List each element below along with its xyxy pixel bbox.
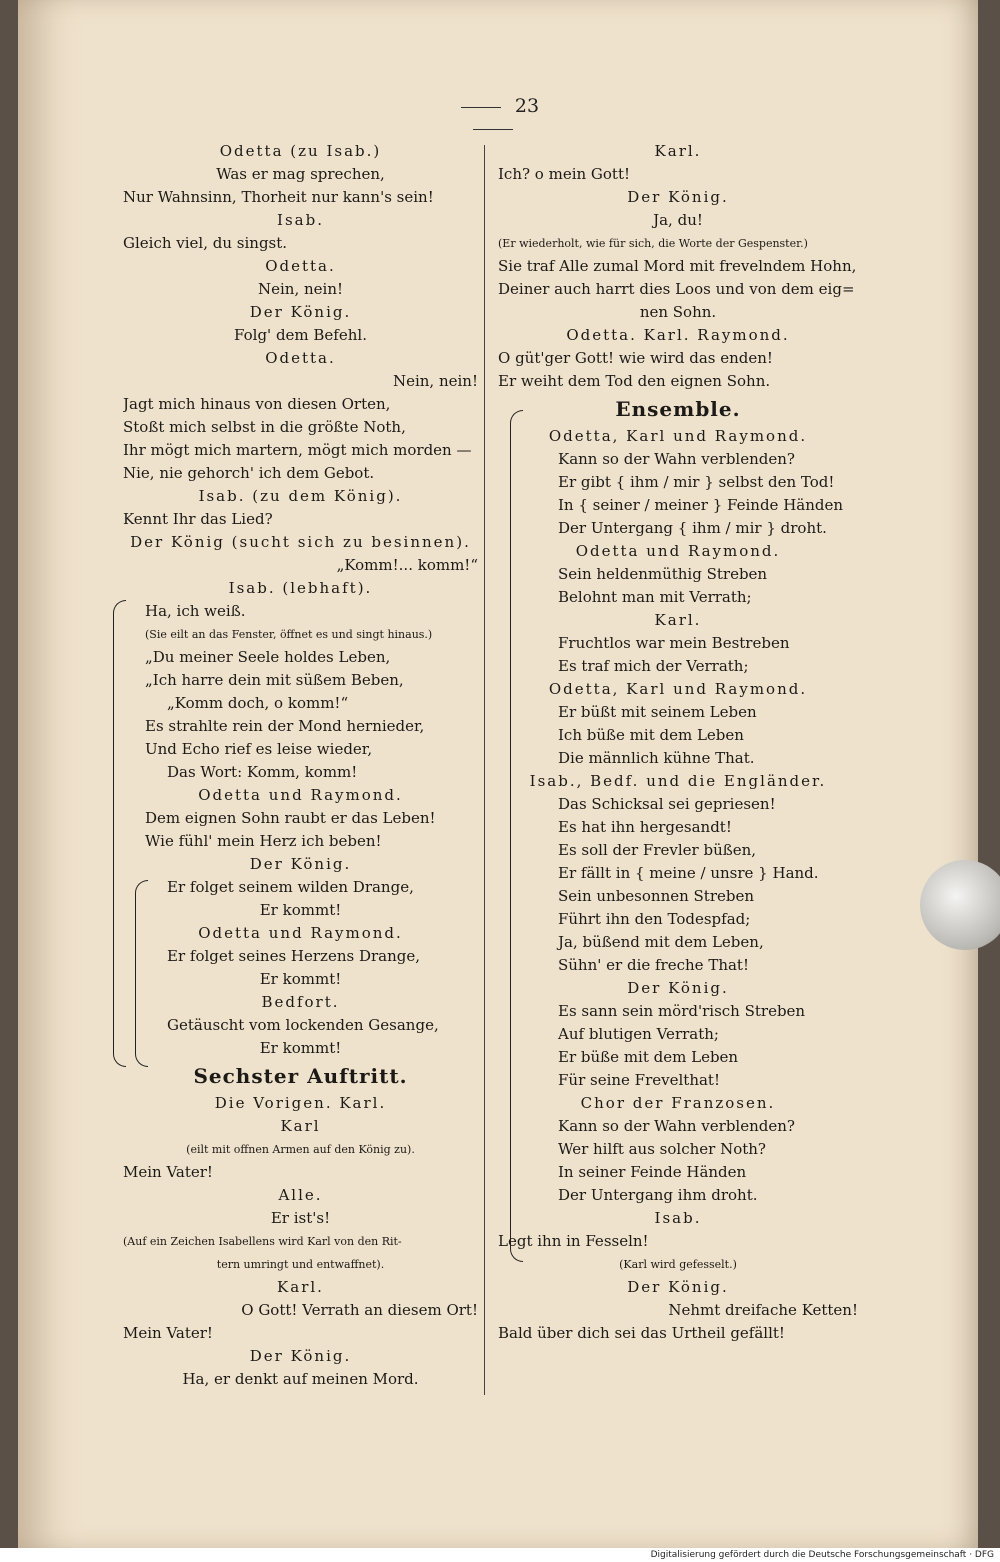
- right-line: Es traf mich der Verrath;: [558, 657, 749, 675]
- left-line: Getäuscht vom lockenden Gesange,: [167, 1016, 439, 1034]
- right-line: Ich büße mit dem Leben: [558, 726, 744, 744]
- left-line: Er ist's!: [270, 1209, 331, 1227]
- left-column: [123, 140, 478, 1391]
- right-line: Der König.: [627, 188, 729, 206]
- right-line: Für seine Frevelthat!: [558, 1071, 720, 1089]
- left-line: Es strahlte rein der Mond hernieder,: [145, 717, 425, 735]
- right-line: Odetta. Karl. Raymond.: [566, 326, 790, 344]
- right-line: Ich? o mein Gott!: [498, 165, 631, 183]
- right-line: Es hat ihn hergesandt!: [558, 818, 732, 836]
- right-line: Bald über dich sei das Urtheil gefällt!: [498, 1324, 785, 1342]
- right-line: Odetta, Karl und Raymond.: [548, 427, 808, 445]
- left-line: Wie fühl' mein Herz ich beben!: [145, 832, 382, 850]
- left-line: Sechster Auftritt.: [193, 1064, 408, 1088]
- left-line: „Komm doch, o komm!“: [167, 694, 349, 712]
- right-line: Das Schicksal sei gepriesen!: [558, 795, 776, 813]
- left-line: Nur Wahnsinn, Thorheit nur kann's sein!: [123, 188, 434, 206]
- left-line: Was er mag sprechen,: [216, 165, 385, 183]
- right-column: [498, 140, 858, 1345]
- right-line: Kann so der Wahn verblenden?: [558, 450, 795, 468]
- right-line: Ensemble.: [615, 397, 741, 421]
- left-line: Die Vorigen. Karl.: [214, 1094, 387, 1112]
- left-line: tern umringt und entwaffnet).: [216, 1258, 385, 1271]
- right-line: (Er wiederholt, wie für sich, die Worte der Gespenster.): [498, 237, 808, 250]
- right-line: Er gibt { ihm / mir } selbst den Tod!: [558, 473, 835, 491]
- right-line: (Karl wird gefesselt.): [619, 1258, 737, 1271]
- right-line: Sie traf Alle zumal Mord mit frevelndem Hohn,: [498, 257, 857, 275]
- right-line: Führt ihn den Todespfad;: [558, 910, 751, 928]
- right-line: Es sann sein mörd'risch Streben: [558, 1002, 806, 1020]
- left-line: Isab. (lebhaft).: [228, 579, 373, 597]
- scanner-glare: [920, 860, 1000, 950]
- left-line: Odetta.: [265, 257, 336, 275]
- right-line: Es soll der Frevler büßen,: [558, 841, 757, 859]
- right-line: Er fällt in { meine / unsre } Hand.: [558, 864, 819, 882]
- left-line: Folg' dem Befehl.: [234, 326, 367, 344]
- right-line: Isab.: [654, 1209, 702, 1227]
- right-line: Er büßt mit seinem Leben: [558, 703, 757, 721]
- digitization-footer: Digitalisierung gefördert durch die Deutsche Forschungsgemeinschaft · DFG: [0, 1548, 1000, 1562]
- left-line: Gleich viel, du singst.: [123, 234, 288, 252]
- left-line: Karl: [280, 1117, 321, 1135]
- left-line: Der König.: [249, 303, 352, 321]
- right-line: O güt'ger Gott! wie wird das enden!: [498, 349, 773, 367]
- left-line: „Komm!... komm!“: [336, 556, 478, 574]
- left-line: „Ich harre dein mit süßem Beben,: [145, 671, 404, 689]
- left-line: O Gott! Verrath an diesem Ort!: [241, 1301, 478, 1319]
- left-line: Er kommt!: [259, 901, 342, 919]
- left-line: Der König (sucht sich zu besinnen).: [130, 533, 471, 551]
- left-line: Ihr mögt mich martern, mögt mich morden —: [123, 441, 472, 459]
- right-line: Odetta und Raymond.: [575, 542, 781, 560]
- left-line: (Auf ein Zeichen Isabellens wird Karl von den Rit-: [123, 1235, 402, 1248]
- left-line: Das Wort: Komm, komm!: [167, 763, 358, 781]
- right-line: Der König.: [627, 979, 729, 997]
- right-line: Chor der Franzosen.: [580, 1094, 776, 1112]
- left-line: Nie, nie gehorch' ich dem Gebot.: [123, 464, 375, 482]
- right-line: Die männlich kühne That.: [558, 749, 755, 767]
- right-line: Er büße mit dem Leben: [558, 1048, 739, 1066]
- right-line: Karl.: [654, 142, 702, 160]
- brace-left-outer: [113, 600, 126, 1067]
- left-line: Stoßt mich selbst in die größte Noth,: [123, 418, 406, 436]
- left-line: Der König.: [249, 855, 352, 873]
- right-line: Odetta, Karl und Raymond.: [548, 680, 808, 698]
- left-line: Mein Vater!: [123, 1324, 213, 1342]
- left-line: Ha, ich weiß.: [145, 602, 246, 620]
- left-line: Ha, er denkt auf meinen Mord.: [182, 1370, 419, 1388]
- left-line: Bedfort.: [261, 993, 340, 1011]
- right-line: Auf blutigen Verrath;: [558, 1025, 719, 1043]
- right-line: Der König.: [627, 1278, 729, 1296]
- column-divider: [484, 145, 485, 1395]
- left-line: Isab. (zu dem König).: [198, 487, 403, 505]
- right-line: Fruchtlos war mein Bestreben: [558, 634, 790, 652]
- left-line: (eilt mit offnen Armen auf den König zu).: [186, 1143, 415, 1156]
- left-line: „Du meiner Seele holdes Leben,: [145, 648, 391, 666]
- brace-left-inner: [135, 880, 148, 1067]
- left-line: Er kommt!: [259, 1039, 342, 1057]
- brace-right-outer: [510, 410, 523, 1262]
- page-number: 23: [413, 95, 573, 139]
- left-line: Odetta (zu Isab.): [219, 142, 382, 160]
- book-page: [18, 0, 978, 1548]
- left-line: Jagt mich hinaus von diesen Orten,: [123, 395, 391, 413]
- left-line: Nein, nein!: [257, 280, 344, 298]
- right-line: Sein unbesonnen Streben: [558, 887, 755, 905]
- left-line: Er folget seines Herzens Drange,: [167, 947, 421, 965]
- left-line: Odetta und Raymond.: [198, 924, 403, 942]
- right-line: Ja, büßend mit dem Leben,: [558, 933, 764, 951]
- right-line: Wer hilft aus solcher Noth?: [558, 1140, 766, 1158]
- left-line: (Sie eilt an das Fenster, öffnet es und singt hinaus.): [145, 628, 433, 641]
- right-line: Belohnt man mit Verrath;: [558, 588, 752, 606]
- left-line: Mein Vater!: [123, 1163, 213, 1181]
- left-line: Kennt Ihr das Lied?: [123, 510, 273, 528]
- right-line: Ja, du!: [653, 211, 703, 229]
- left-line: Der König.: [249, 1347, 352, 1365]
- left-line: Isab.: [277, 211, 324, 229]
- right-line: Isab., Bedf. und die Engländer.: [529, 772, 827, 790]
- left-line: Er kommt!: [259, 970, 342, 988]
- left-line: Odetta und Raymond.: [198, 786, 403, 804]
- left-line: Er folget seinem wilden Drange,: [167, 878, 414, 896]
- right-line: Nehmt dreifache Ketten!: [668, 1301, 858, 1319]
- right-line: Sein heldenmüthig Streben: [558, 565, 768, 583]
- left-line: Alle.: [278, 1186, 323, 1204]
- left-line: Dem eignen Sohn raubt er das Leben!: [145, 809, 436, 827]
- right-line: Sühn' er die freche That!: [558, 956, 749, 974]
- right-line: Der Untergang { ihm / mir } droht.: [558, 519, 827, 537]
- right-line: In seiner Feinde Händen: [558, 1163, 747, 1181]
- right-line: Kann so der Wahn verblenden?: [558, 1117, 795, 1135]
- right-line: Karl.: [654, 611, 702, 629]
- right-line: Legt ihn in Fesseln!: [498, 1232, 649, 1250]
- right-line: In { seiner / meiner } Feinde Händen: [558, 496, 844, 514]
- right-line: nen Sohn.: [639, 303, 717, 321]
- right-line: Der Untergang ihm droht.: [558, 1186, 758, 1204]
- left-line: Odetta.: [265, 349, 336, 367]
- right-line: Er weiht dem Tod den eignen Sohn.: [498, 372, 771, 390]
- left-line: Karl.: [277, 1278, 324, 1296]
- left-line: Nein, nein!: [392, 372, 478, 390]
- left-line: Und Echo rief es leise wieder,: [145, 740, 373, 758]
- right-line: Deiner auch harrt dies Loos und von dem eig=: [498, 280, 855, 298]
